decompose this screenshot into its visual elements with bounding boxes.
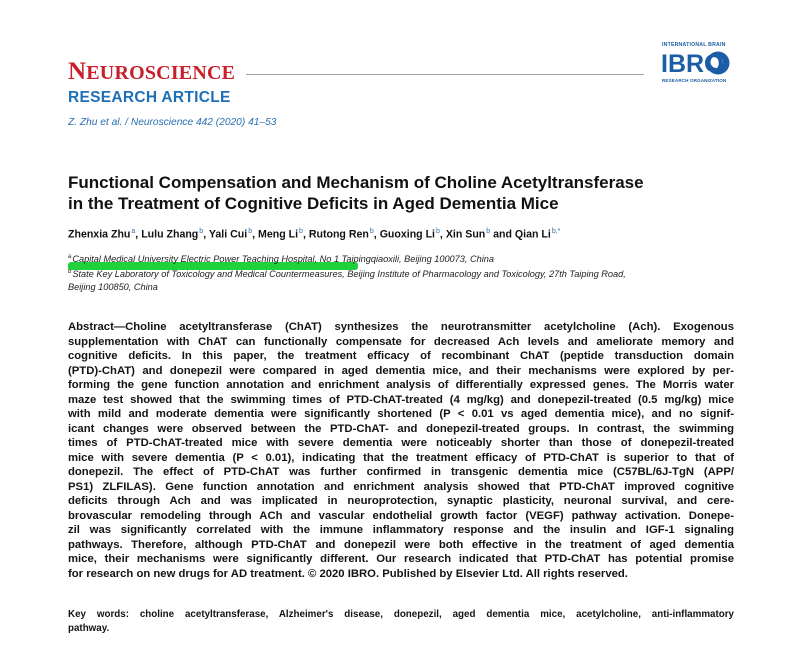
author-separator: , bbox=[135, 228, 139, 241]
journal-name-rest: EUROSCIENCE bbox=[86, 62, 236, 84]
abstract-line: zil was significantly correlated with the immune inflammatory response and the insulin and IGF-1 signaling bbox=[68, 524, 734, 536]
abstract-line: supplementation with ChAT can functionally compensate for decreased Ach levels and ameliorate memory and bbox=[68, 335, 734, 348]
author-list bbox=[68, 228, 748, 241]
author-name: Guoxing Li bbox=[379, 228, 436, 241]
abstract-line: mice, their mechanisms were significantly different. Our research indicated that PTD-ChAT has potential promise bbox=[68, 553, 734, 565]
abstract-line: pathways. Therefore, although PTD-ChAT and donepezil were both effective in the treatment of aged dementia bbox=[68, 538, 734, 551]
abstract-line: mice with severe dementia (P < 0.01), indicating that the treatment efficacy of PTD-ChAT is superior to that of bbox=[68, 451, 734, 464]
author-affil-mark: b bbox=[248, 228, 253, 235]
abstract-line: icant changes were observed between the PTD-ChAT- and donepezil-treated groups. In contrast, the swimming bbox=[68, 422, 734, 435]
article-type-label: RESEARCH ARTICLE bbox=[68, 89, 231, 106]
author-affil-mark: b bbox=[299, 228, 303, 235]
abstract-line: (PTD)-ChAT) and donepezil were compared in aged dementia mice, and their mechanisms were explored by per- bbox=[68, 364, 734, 377]
abstract-line: PS1) ZLFILAS). Gene function annotation and enrichment analysis showed that PTD-ChAT improved cognitive bbox=[68, 480, 734, 493]
abstract-line: maze test showed that the swimming times of PTD-ChAT-treated (4 mg/kg) and donepezil-treated (0.5 mg/kg) mice bbox=[68, 393, 734, 406]
author-affil-mark: b bbox=[199, 228, 204, 235]
abstract-line: with mild and moderate dementia were significantly shortened (P < 0.01 vs aged dementia mice), and no signif- bbox=[68, 408, 734, 420]
author-separator: , bbox=[302, 228, 306, 241]
logo-top-text: INTERNATIONAL BRAIN bbox=[662, 42, 726, 48]
author-separator-and: and bbox=[493, 228, 512, 241]
author-name: Xin Sun bbox=[445, 228, 486, 241]
affiliation-text: Capital Medical University Electric Power Teaching Hospital, No 1 Taipingqiaoxili, Beijing 100073, China bbox=[72, 254, 494, 265]
affiliation-b bbox=[68, 266, 748, 294]
author-affil-mark: b,* bbox=[551, 228, 561, 235]
author-separator: , bbox=[203, 228, 207, 241]
abstract-line: Abstract—Choline acetyltransferase (ChAT) synthesizes the neurotransmitter acetylcholine (Ach). Exogenous bbox=[68, 321, 734, 333]
keywords-line: pathway. bbox=[68, 623, 110, 634]
article-title bbox=[68, 172, 738, 214]
keywords bbox=[68, 608, 734, 636]
abstract-line: donepezil. The effect of PTD-ChAT was further confirmed in transgenic dementia mice (C57BL/6J-TgN (APP/ bbox=[68, 466, 734, 478]
citation-line: Z. Zhu et al. / Neuroscience 442 (2020) 41–53 bbox=[68, 117, 277, 128]
abstract bbox=[68, 320, 734, 581]
author-affil-mark: b bbox=[486, 228, 491, 235]
journal-name bbox=[68, 58, 235, 86]
author-name: Qian Li bbox=[514, 228, 551, 241]
author-affil-mark: b bbox=[436, 228, 440, 235]
affiliation-text-line-2: Beijing 100850, China bbox=[68, 282, 158, 293]
abstract-line: deficits through Ach and was implicated in neuroprotection, synaptic plasticity, neuronal survival, and cere- bbox=[68, 495, 734, 507]
abstract-line: cognitive deficits. In this paper, the treatment efficacy of recombinant ChAT (peptide transduction domain bbox=[68, 350, 734, 362]
title-line-1: Functional Compensation and Mechanism of Choline Acetyltransferase bbox=[68, 173, 644, 192]
affiliation-a bbox=[68, 251, 748, 266]
logo-mark: IBRO bbox=[661, 50, 724, 78]
affiliation-text-line-1: State Key Laboratory of Toxicology and Medical Countermeasures, Beijing Institute of Pharmacology and Toxicology, 27th Taiping Road, bbox=[72, 269, 626, 280]
affiliation-mark: b bbox=[68, 269, 72, 275]
masthead-rule bbox=[246, 74, 644, 75]
title-line-2: in the Treatment of Cognitive Deficits in Aged Dementia Mice bbox=[68, 194, 559, 213]
author-name: Rutong Ren bbox=[308, 228, 369, 241]
author-separator: , bbox=[373, 228, 377, 241]
author-separator: , bbox=[439, 228, 443, 241]
author-name: Meng Li bbox=[258, 228, 299, 241]
affiliation-mark: a bbox=[68, 254, 72, 260]
author-name: Zhenxia Zhu bbox=[68, 228, 131, 241]
author-affil-mark: b bbox=[369, 228, 374, 235]
abstract-line: forming the gene function annotation and enrichment analysis of differentially expressed genes. The Morris water bbox=[68, 379, 734, 391]
journal-name-initial: N bbox=[68, 58, 87, 85]
logo-bottom-text: RESEARCH ORGANIZATION bbox=[662, 78, 727, 83]
author-separator: , bbox=[252, 228, 256, 241]
abstract-line: brovascular remodeling through ACh and vascular endothelial growth factor (VEGF) pathway activation. Donepe- bbox=[68, 509, 734, 522]
keywords-line: Key words: choline acetyltransferase, Alzheimer's disease, donepezil, aged dementia mice, acetylcholine, anti-inflammatory bbox=[68, 609, 734, 620]
abstract-line: times of PTD-ChAT-treated mice with severe dementia were noticeably shorter than those of donepezil-treated bbox=[68, 437, 734, 449]
author-name: Yali Cui bbox=[208, 228, 248, 241]
author-affil-mark: a bbox=[131, 228, 136, 235]
ibro-logo-icon bbox=[660, 48, 736, 78]
author-name: Lulu Zhang bbox=[141, 228, 199, 241]
abstract-line: for research on new drugs for AD treatment. © 2020 IBRO. Published by Elsevier Ltd. All rights reserved. bbox=[68, 567, 628, 580]
publisher-logo bbox=[660, 42, 736, 84]
